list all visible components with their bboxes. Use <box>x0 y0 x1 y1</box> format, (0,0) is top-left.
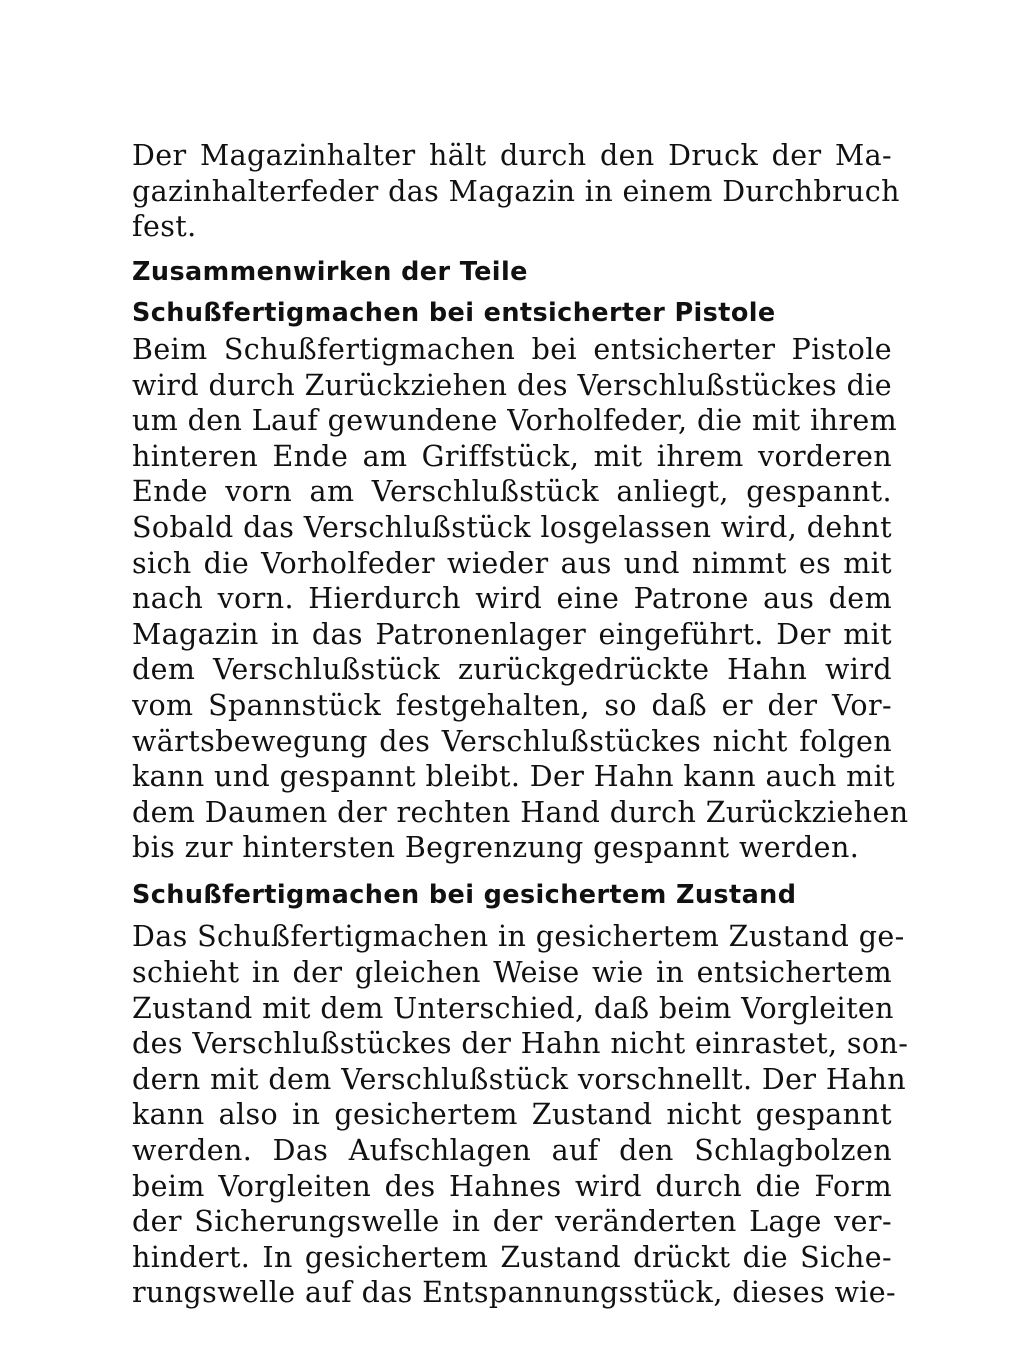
text-line: wärtsbewegung des Verschlußstückes nicht folgen <box>132 724 892 758</box>
text-line: kann also in gesichertem Zustand nicht gespannt <box>132 1098 892 1132</box>
text-line: Sobald das Verschlußstück losgelassen wird, dehnt <box>132 510 892 544</box>
text-line: Beim Schußfertigmachen bei entsicherter Pistole <box>132 332 892 366</box>
text-line: Magazin in das Patronenlager eingeführt. Der mit <box>132 617 892 651</box>
text-line: Ende vorn am Verschlußstück anliegt, gespannt. <box>132 475 892 509</box>
text-line: hindert. In gesichertem Zustand drückt die Siche- <box>132 1240 892 1274</box>
text-line: wird durch Zurückziehen des Verschlußstückes die <box>132 368 892 402</box>
text-line: Der Magazinhalter hält durch den Druck der Ma- <box>132 139 892 172</box>
text-line: dem Verschlußstück zurückgedrückte Hahn wird <box>132 653 892 687</box>
text-line: um den Lauf gewundene Vorholfeder, die mit ihrem <box>132 404 898 438</box>
text-line: des Verschlußstückes der Hahn nicht einrastet, son- <box>132 1027 909 1061</box>
text-line: fest. <box>132 210 197 244</box>
section-heading: Schußfertigmachen bei entsicherter Pistole <box>132 298 776 329</box>
text-line: der Sicherungswelle in der veränderten Lage ver- <box>132 1205 892 1239</box>
paragraph-magazinhalter <box>132 138 900 245</box>
text-line: gazinhalterfeder das Magazin in einem Durchbruch <box>132 174 900 208</box>
text-line: bis zur hintersten Begrenzung gespannt werden. <box>132 831 860 865</box>
text-line: werden. Das Aufschlagen auf den Schlagbolzen <box>132 1134 892 1168</box>
text-line: dem Daumen der rechten Hand durch Zurückziehen <box>132 795 909 829</box>
text-line: nach vorn. Hierdurch wird eine Patrone aus dem <box>132 582 892 616</box>
text-line: Das Schußfertigmachen in gesichertem Zustand ge- <box>132 920 905 954</box>
text-line: kann und gespannt bleibt. Der Hahn kann auch mit <box>132 760 895 794</box>
section-heading: Schußfertigmachen bei gesichertem Zustand <box>132 879 797 910</box>
text-column <box>132 138 909 1311</box>
text-line: vom Spannstück festgehalten, so daß er der Vor- <box>132 688 892 722</box>
heading-zusammenwirken: Zusammenwirken der Teile <box>132 256 528 287</box>
text-line: rungswelle auf das Entspannungsstück, dieses wie- <box>132 1276 897 1310</box>
section-entsicherte-pistole <box>132 296 909 866</box>
text-line: Zustand mit dem Unterschied, daß beim Vorgleiten <box>132 991 894 1025</box>
text-line: sich die Vorholfeder wieder aus und nimmt es mit <box>132 546 892 580</box>
text-line: beim Vorgleiten des Hahnes wird durch die Form <box>132 1169 892 1203</box>
text-line: schieht in der gleichen Weise wie in entsichertem <box>132 956 892 990</box>
text-line: hinteren Ende am Griffstück, mit ihrem vorderen <box>132 439 892 473</box>
text-line: dern mit dem Verschlußstück vorschnellt. Der Hahn <box>132 1062 907 1096</box>
section-gesicherter-zustand <box>132 878 909 1311</box>
